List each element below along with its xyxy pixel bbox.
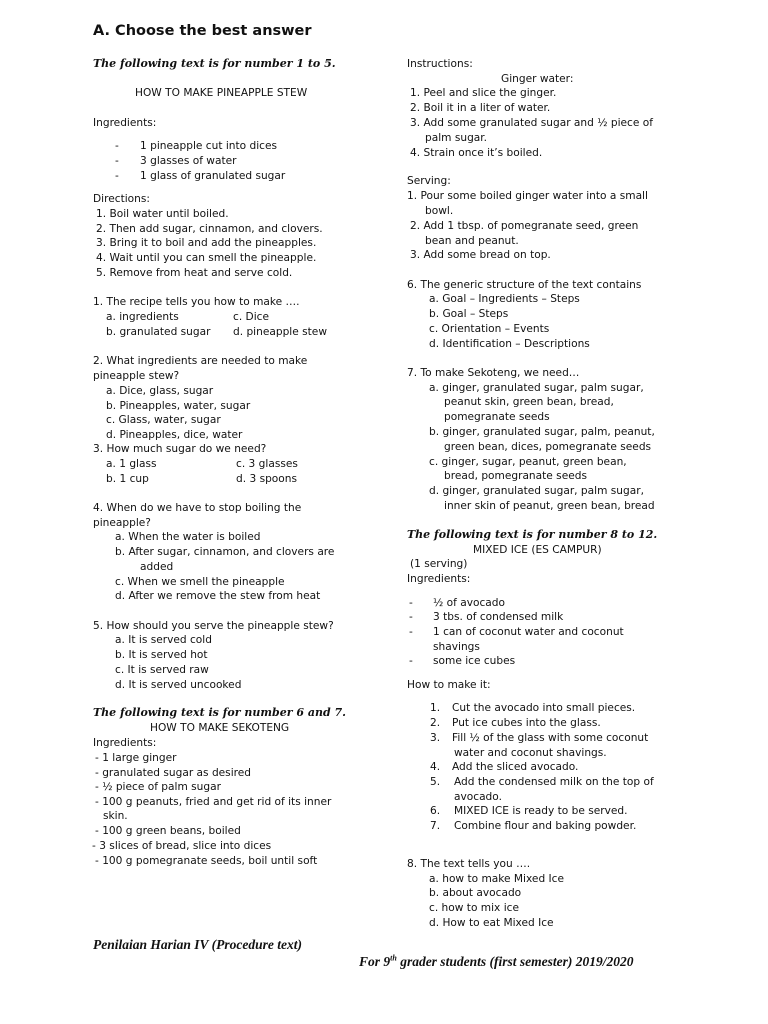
option-c: c. When we smell the pineapple	[115, 576, 285, 588]
question-text: pineapple stew?	[93, 370, 180, 382]
list-item: 3 glasses of water	[140, 155, 237, 167]
footer-assessment-title: Penilaian Harian IV (Procedure text)	[93, 937, 303, 952]
list-bullet: -	[409, 597, 413, 609]
list-bullet: -	[115, 155, 119, 167]
list-item: - granulated sugar as desired	[95, 767, 252, 779]
list-item: 3. Add some granulated sugar and ½ piece of	[410, 117, 653, 129]
list-item: 2. Then add sugar, cinnamon, and clovers.	[96, 223, 323, 235]
list-item-continued: bowl.	[425, 205, 454, 217]
option-a: a. When the water is boiled	[115, 531, 261, 543]
step-number: 5.	[430, 776, 441, 788]
option-d: d. pineapple stew	[233, 326, 327, 338]
step-text: Fill ½ of the glass with some coconut	[452, 732, 649, 744]
list-item: 4. Strain once it’s boiled.	[410, 147, 543, 159]
option-c: c. how to mix ice	[429, 902, 519, 914]
question-text: 8. The text tells you ….	[407, 858, 531, 870]
option-a: a. 1 glass	[106, 458, 157, 470]
option-b: b. about avocado	[429, 887, 522, 899]
step-number: 3.	[430, 732, 441, 744]
option-a-continued: pomegranate seeds	[444, 411, 550, 423]
step-text-continued: water and coconut shavings.	[454, 747, 607, 759]
list-item-continued: bean and peanut.	[425, 235, 519, 247]
step-text: Add the condensed milk on the top of	[454, 776, 654, 788]
list-bullet: -	[115, 170, 119, 182]
option-c: c. ginger, sugar, peanut, green bean,	[429, 456, 627, 468]
list-bullet: -	[115, 140, 119, 152]
option-d: d. 3 spoons	[236, 473, 298, 485]
list-item: 5. Remove from heat and serve cold.	[96, 267, 293, 279]
option-d-continued: inner skin of peanut, green bean, bread	[444, 500, 655, 512]
option-d: d. After we remove the stew from heat	[115, 590, 321, 602]
question-text: 2. What ingredients are needed to make	[93, 355, 308, 367]
section-title: A. Choose the best answer	[93, 23, 312, 39]
option-b: b. After sugar, cinnamon, and clovers are	[115, 546, 335, 558]
option-c: c. Glass, water, sugar	[106, 414, 221, 426]
option-a: a. how to make Mixed Ice	[429, 873, 565, 885]
step-number: 6.	[430, 805, 441, 817]
step-number: 1.	[430, 702, 441, 714]
instructions-label: Instructions:	[407, 58, 473, 70]
list-item: 1 pineapple cut into dices	[140, 140, 278, 152]
ingredients-label: Ingredients:	[407, 573, 471, 585]
list-item: - 3 slices of bread, slice into dices	[92, 840, 272, 852]
intro-text-3: The following text is for number 8 to 12.	[407, 528, 658, 541]
list-item-continued: shavings	[433, 641, 480, 653]
list-item: 1. Pour some boiled ginger water into a small	[407, 190, 648, 202]
option-b: b. Goal – Steps	[429, 308, 509, 320]
question-text: pineapple?	[93, 517, 151, 529]
option-b: b. granulated sugar	[106, 326, 211, 338]
ingredients-label: Ingredients:	[93, 117, 157, 129]
list-item: - 1 large ginger	[95, 752, 177, 764]
step-text: Add the sliced avocado.	[452, 761, 579, 773]
step-number: 7.	[430, 820, 441, 832]
list-item: 1. Peel and slice the ginger.	[410, 87, 557, 99]
list-item: 1. Boil water until boiled.	[96, 208, 229, 220]
step-text: Cut the avocado into small pieces.	[452, 702, 636, 714]
option-c-continued: bread, pomegranate seeds	[444, 470, 587, 482]
option-c: c. It is served raw	[115, 664, 209, 676]
step-number: 2.	[430, 717, 441, 729]
option-d: d. Identification – Descriptions	[429, 338, 590, 350]
list-item: ½ of avocado	[433, 597, 505, 609]
list-bullet: -	[409, 655, 413, 667]
question-text: 1. The recipe tells you how to make ….	[93, 296, 300, 308]
question-text: 5. How should you serve the pineapple stew?	[93, 620, 334, 632]
option-b: b. Pineapples, water, sugar	[106, 400, 251, 412]
option-b-continued: added	[140, 561, 174, 573]
list-item: 1 glass of granulated sugar	[140, 170, 286, 182]
list-item: - 100 g pomegranate seeds, boil until soft	[95, 855, 318, 867]
option-b-continued: green bean, dices, pomegranate seeds	[444, 441, 652, 453]
serving-count: (1 serving)	[410, 558, 468, 570]
list-item: 4. Wait until you can smell the pineapple.	[96, 252, 317, 264]
question-text: 3. How much sugar do we need?	[93, 443, 267, 455]
recipe-title-pineapple: HOW TO MAKE PINEAPPLE STEW	[135, 87, 308, 99]
recipe-title-sekoteng: HOW TO MAKE SEKOTENG	[150, 722, 290, 734]
list-item: 1 can of coconut water and coconut	[433, 626, 624, 638]
question-text: 7. To make Sekoteng, we need…	[407, 367, 580, 379]
option-c: c. Dice	[233, 311, 270, 323]
step-text-continued: avocado.	[454, 791, 502, 803]
directions-label: Directions:	[93, 193, 150, 205]
footer-grade-prefix: For 9	[359, 954, 391, 969]
option-c: c. Orientation – Events	[429, 323, 550, 335]
option-b: b. 1 cup	[106, 473, 149, 485]
list-item: 2. Boil it in a liter of water.	[410, 102, 551, 114]
ingredients-label: Ingredients:	[93, 737, 157, 749]
list-item: 3 tbs. of condensed milk	[433, 611, 564, 623]
serving-label: Serving:	[407, 175, 451, 187]
question-text: 6. The generic structure of the text contains	[407, 279, 642, 291]
list-item-continued: palm sugar.	[425, 132, 488, 144]
list-item: some ice cubes	[433, 655, 516, 667]
option-d: d. Pineapples, dice, water	[106, 429, 243, 441]
option-a: a. ingredients	[106, 311, 179, 323]
list-bullet: -	[409, 626, 413, 638]
question-text: 4. When do we have to stop boiling the	[93, 502, 302, 514]
intro-text-2: The following text is for number 6 and 7.	[93, 706, 346, 719]
option-d: d. It is served uncooked	[115, 679, 242, 691]
how-to-label: How to make it:	[407, 679, 491, 691]
option-a: a. ginger, granulated sugar, palm sugar,	[429, 382, 644, 394]
list-item: - ½ piece of palm sugar	[95, 781, 221, 793]
option-b: b. It is served hot	[115, 649, 208, 661]
option-a: a. Goal – Ingredients – Steps	[429, 293, 580, 305]
step-text: Put ice cubes into the glass.	[452, 717, 601, 729]
intro-text-1: The following text is for number 1 to 5.	[93, 57, 336, 70]
step-text: Combine flour and baking powder.	[454, 820, 637, 832]
step-number: 4.	[430, 761, 441, 773]
option-a: a. Dice, glass, sugar	[106, 385, 214, 397]
recipe-title-mixed-ice: MIXED ICE (ES CAMPUR)	[473, 544, 602, 556]
list-bullet: -	[409, 611, 413, 623]
list-item-continued: skin.	[103, 810, 128, 822]
list-item: 3. Add some bread on top.	[410, 249, 551, 261]
option-a: a. It is served cold	[115, 634, 212, 646]
option-c: c. 3 glasses	[236, 458, 298, 470]
list-item: 3. Bring it to boil and add the pineapples.	[96, 237, 317, 249]
list-item: - 100 g green beans, boiled	[95, 825, 241, 837]
option-d: d. How to eat Mixed Ice	[429, 917, 554, 929]
list-item: 2. Add 1 tbsp. of pomegranate seed, green	[410, 220, 639, 232]
option-d: d. ginger, granulated sugar, palm sugar,	[429, 485, 644, 497]
ginger-water-label: Ginger water:	[501, 73, 574, 85]
option-a-continued: peanut skin, green bean, bread,	[444, 396, 614, 408]
footer-grade-info	[359, 955, 633, 970]
list-item: - 100 g peanuts, fried and get rid of its inner	[95, 796, 332, 808]
step-text: MIXED ICE is ready to be served.	[454, 805, 628, 817]
footer-grade-suffix: th	[390, 953, 397, 963]
option-b: b. ginger, granulated sugar, palm, peanut,	[429, 426, 655, 438]
footer-grade-rest: grader students (first semester) 2019/2020	[396, 954, 634, 969]
